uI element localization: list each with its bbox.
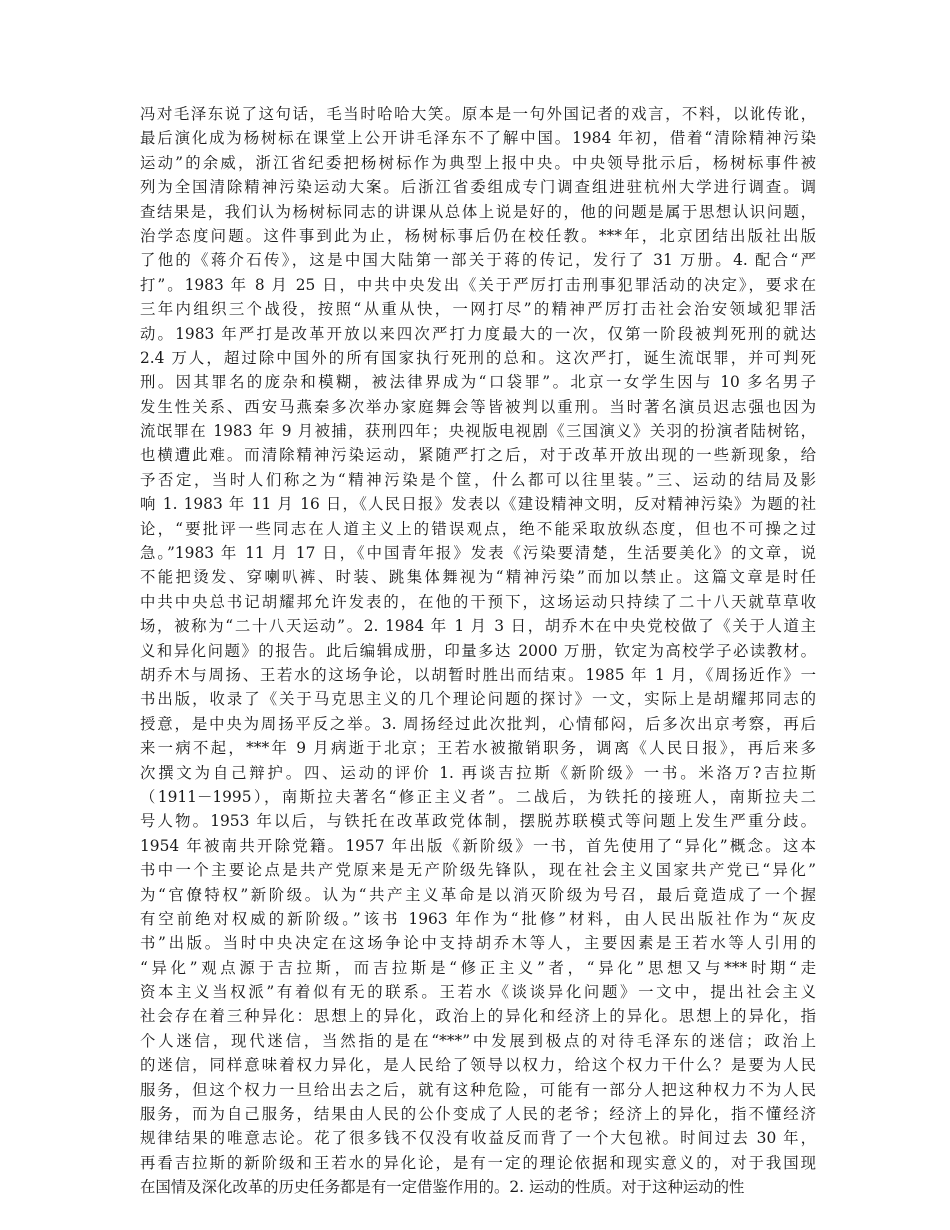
text-line: 规律结果的唯意志论。花了很多钱不仅没有收益反而背了一个大包袱。时间过去 30 年， [140, 1129, 816, 1148]
text-line: 也横遭此难。而清除精神污染运动，紧随严打之后，对于改革开放出现的一些新现象，给 [140, 446, 816, 465]
text-line: 社会存在着三种异化：思想上的异化，政治上的异化和经济上的异化。思想上的异化，指 [140, 1007, 816, 1026]
text-line: 再看吉拉斯的新阶级和王若水的异化论，是有一定的理论依据和现实意义的，对于我国现 [140, 1153, 816, 1172]
text-line: 场，被称为“二十八天运动”。2. 1984 年 1 月 3 日，胡乔木在中央党校做了《关于人道主 [140, 617, 816, 636]
text-line: 来一病不起，***年 9 月病逝于北京；王若水被撤销职务，调离《人民日报》，再后来多 [140, 739, 816, 758]
text-line: “异化”观点源于吉拉斯，而吉拉斯是“修正主义”者，“异化”思想又与***时期“走 [140, 958, 816, 977]
text-line: 动。1983 年严打是改革开放以来四次严打力度最大的一次，仅第一阶段被判死刑的就达 [140, 324, 816, 343]
text-line: 运动”的余威，浙江省纪委把杨树标作为典型上报中央。中央领导批示后，杨树标事件被 [140, 153, 816, 172]
text-line: 服务，而为自己服务，结果由人民的公仆变成了人民的老爷；经济上的异化，指不懂经济 [140, 1105, 816, 1124]
text-line: 治学态度问题。这件事到此为止，杨树标事后仍在校任教。***年，北京团结出版社出版 [140, 226, 816, 245]
text-line: 冯对毛泽东说了这句话，毛当时哈哈大笑。原本是一句外国记者的戏言，不料，以讹传讹， [140, 105, 816, 123]
text-line: 三年内组织三个战役，按照“从重从快，一网打尽”的精神严厉打击社会治安领域犯罪活 [140, 300, 816, 319]
text-line: 有空前绝对权威的新阶级。”该书 1963 年作为“批修”材料，由人民出版社作为“灰皮 [140, 909, 816, 928]
text-line: 书”出版。当时中央决定在这场争论中支持胡乔木等人，主要因素是王若水等人引用的 [140, 934, 816, 953]
text-line: 资本主义当权派”有着似有无的联系。王若水《谈谈异化问题》一文中，提出社会主义 [140, 983, 816, 1002]
text-line: 列为全国清除精神污染运动大案。后浙江省委组成专门调查组进驻杭州大学进行调查。调 [140, 178, 816, 197]
text-line: 最后演化成为杨树标在课堂上公开讲毛泽东不了解中国。1984 年初，借着“清除精神污染 [140, 129, 816, 148]
text-line: 不能把烫发、穿喇叭裤、时装、跳集体舞视为“精神污染”而加以禁止。这篇文章是时任 [140, 568, 816, 587]
text-line: 中共中央总书记胡耀邦允许发表的，在他的干预下，这场运动只持续了二十八天就草草收 [140, 592, 816, 611]
text-line: 书中一个主要论点是共产党原来是无产阶级先锋队，现在社会主义国家共产党已“异化” [140, 861, 816, 880]
text-line: 予否定，当时人们称之为“精神污染是个筐，什么都可以往里装。”三、运动的结局及影 [140, 470, 816, 489]
text-line: 胡乔木与周扬、王若水的这场争论，以胡暂时胜出而结束。1985 年 1 月，《周扬近作》一 [140, 665, 816, 684]
text-line: 在国情及深化改革的历史任务都是有一定借鉴作用的。2. 运动的性质。对于这种运动的性 [140, 1178, 745, 1197]
text-line: 1954 年被南共开除党籍。1957 年出版《新阶级》一书，首先使用了“异化”概念。这本 [140, 836, 816, 855]
text-line: 发生性关系、西安马燕秦多次举办家庭舞会等皆被判以重刑。当时著名演员迟志强也因为 [140, 397, 816, 416]
text-line: 查结果是，我们认为杨树标同志的讲课从总体上说是好的，他的问题是属于思想认识问题， [140, 202, 816, 221]
text-line: 响 1. 1983 年 11 月 16 日，《人民日报》发表以《建设精神文明，反对精神污染》为题的社 [140, 495, 816, 514]
body-text [140, 102, 816, 1200]
text-line: 2.4 万人，超过除中国外的所有国家执行死刑的总和。这次严打，诞生流氓罪，并可判死 [140, 348, 816, 367]
text-line: （1911－1995），南斯拉夫著名“修正主义者”。二战后，为铁托的接班人，南斯拉夫二 [140, 787, 816, 806]
text-line: 授意，是中央为周扬平反之举。3. 周扬经过此次批判，心情郁闷，后多次出京考察，再后 [140, 714, 816, 733]
text-line: 的迷信，同样意味着权力异化，是人民给了领导以权力，给这个权力干什么？是要为人民 [140, 1056, 816, 1075]
text-line: 义和异化问题》的报告。此后编辑成册，印量多达 2000 万册，钦定为高校学子必读教材。 [140, 641, 816, 660]
text-line: 打”。1983 年 8 月 25 日，中共中央发出《关于严厉打击刑事犯罪活动的决定》，要求在 [140, 275, 816, 294]
text-line: 次撰文为自己辩护。四、运动的评价 1. 再谈吉拉斯《新阶级》一书。米洛万?吉拉斯 [140, 763, 816, 782]
text-line: 刑。因其罪名的庞杂和模糊，被法律界成为“口袋罪”。北京一女学生因与 10 多名男子 [140, 373, 816, 392]
text-line: 急。”1983 年 11 月 17 日，《中国青年报》发表《污染要清楚，生活要美化》的文章，说 [140, 544, 816, 563]
text-line: 流氓罪在 1983 年 9 月被捕，获刑四年；央视版电视剧《三国演义》关羽的扮演者陆树铭， [140, 422, 816, 441]
text-line: 服务，但这个权力一旦给出去之后，就有这种危险，可能有一部分人把这种权力不为人民 [140, 1080, 816, 1099]
text-line: 论，“要批评一些同志在人道主义上的错误观点，绝不能采取放纵态度，但也不可操之过 [140, 519, 816, 538]
text-line: 号人物。1953 年以后，与铁托在改革政党体制，摆脱苏联模式等问题上发生严重分歧。 [140, 812, 816, 831]
text-line: 了他的《蒋介石传》，这是中国大陆第一部关于蒋的传记，发行了 31 万册。4. 配合“严 [140, 251, 816, 270]
text-line: 为“官僚特权”新阶级。认为“共产主义革命是以消灭阶级为号召，最后竟造成了一个握 [140, 885, 816, 904]
text-line: 个人迷信，现代迷信，当然指的是在“***”中发展到极点的对待毛泽东的迷信；政治上 [140, 1031, 816, 1050]
text-line: 书出版，收录了《关于马克思主义的几个理论问题的探讨》一文，实际上是胡耀邦同志的 [140, 690, 816, 709]
